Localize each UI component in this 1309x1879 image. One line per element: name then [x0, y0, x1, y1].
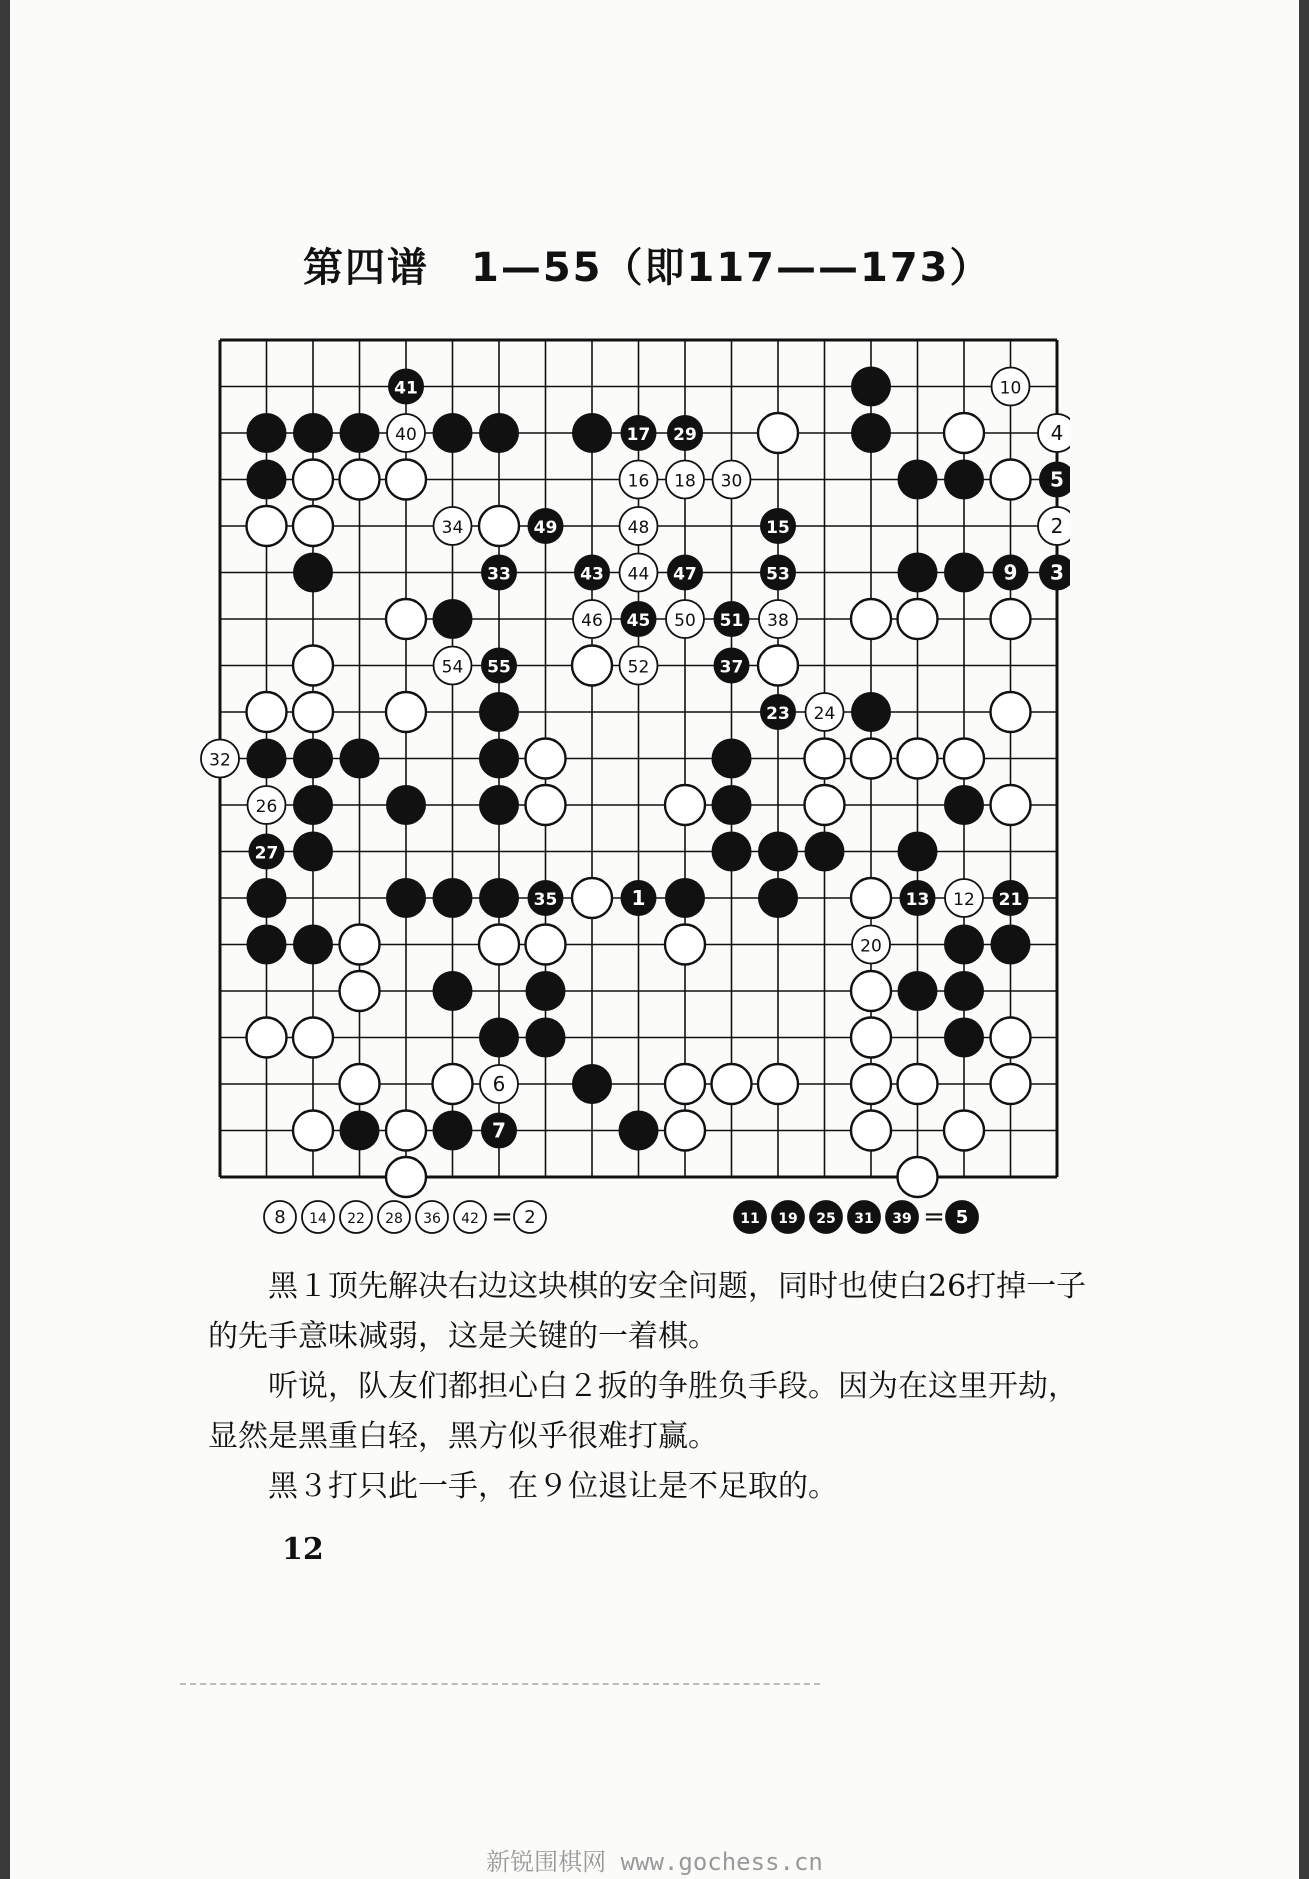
white-stone [665, 785, 705, 825]
black-stone [898, 832, 938, 872]
black-move-number: 7 [492, 1118, 506, 1143]
white-stone [479, 925, 519, 965]
black-stone [479, 1018, 519, 1058]
white-stone [851, 1111, 891, 1151]
white-stone [247, 1018, 287, 1058]
white-move-number: 48 [627, 518, 650, 538]
white-stone [898, 1157, 938, 1197]
black-stone [991, 925, 1031, 965]
white-stone [386, 599, 426, 639]
black-move-number: 3 [1050, 560, 1064, 585]
white-stone [386, 1111, 426, 1151]
black-stone [712, 832, 752, 872]
white-move-number: 50 [674, 611, 696, 631]
black-stone [851, 692, 891, 732]
white-move-number: 52 [627, 657, 650, 678]
black-stone [572, 413, 612, 453]
white-stone [991, 460, 1031, 500]
white-move-number: 34 [441, 518, 464, 538]
black-move-number: 13 [905, 890, 930, 910]
black-stone [851, 367, 891, 407]
white-move-number: 54 [441, 657, 464, 678]
white-stone [805, 739, 845, 779]
white-move-number: 38 [767, 611, 789, 631]
black-stone [293, 553, 333, 593]
ko-white-stone-label: 8 [274, 1207, 286, 1228]
black-move-number: 29 [673, 425, 697, 445]
white-stone [665, 1064, 705, 1104]
white-stone [247, 692, 287, 732]
white-move-number: 24 [813, 704, 836, 724]
white-stone [293, 1111, 333, 1151]
black-stone [526, 971, 566, 1011]
black-stone [479, 878, 519, 918]
black-stone [386, 785, 426, 825]
black-move-number: 49 [533, 518, 558, 538]
page-number: 12 [282, 1532, 324, 1567]
white-stone [386, 692, 426, 732]
white-stone [898, 739, 938, 779]
white-stone [851, 739, 891, 779]
ko-white-stone-label: 36 [423, 1211, 441, 1227]
ko-white-stone-label: 42 [461, 1211, 479, 1227]
white-stone [340, 460, 380, 500]
paragraph-2: 听说，队友们都担心白２扳的争胜负手段。因为在这里开劫，显然是黑重白轻，黑方似乎很难打赢。 [208, 1369, 1078, 1454]
white-stone [526, 785, 566, 825]
black-stone [293, 832, 333, 872]
black-stone [479, 413, 519, 453]
white-stone [386, 1157, 426, 1197]
go-board-diagram [200, 326, 1070, 1206]
white-stone [247, 506, 287, 546]
black-stone [433, 971, 473, 1011]
black-stone [898, 553, 938, 593]
white-stone [944, 739, 984, 779]
white-stone [293, 1018, 333, 1058]
black-stone [665, 878, 705, 918]
ko-equals-sign: = [923, 1202, 945, 1232]
black-stone [433, 599, 473, 639]
black-stone [247, 878, 287, 918]
black-move-number: 47 [673, 564, 697, 585]
ko-white-stone-label: 22 [347, 1211, 365, 1227]
black-move-number: 21 [998, 890, 1023, 910]
ko-white-stone-label: 14 [309, 1211, 327, 1227]
black-stone [851, 413, 891, 453]
white-stone [944, 1111, 984, 1151]
black-stone [898, 460, 938, 500]
black-stone [340, 413, 380, 453]
black-move-number: 45 [626, 611, 651, 631]
paragraph-3: 黑３打只此一手，在９位退让是不足取的。 [208, 1469, 838, 1504]
white-stone [991, 692, 1031, 732]
white-stone [851, 1064, 891, 1104]
black-stone [944, 925, 984, 965]
white-move-number: 18 [674, 471, 696, 492]
white-stone [665, 1111, 705, 1151]
white-stone [572, 646, 612, 686]
black-stone [433, 1111, 473, 1151]
white-stone [293, 506, 333, 546]
black-stone [293, 739, 333, 779]
white-stone [851, 599, 891, 639]
black-stone [247, 925, 287, 965]
black-stone [944, 785, 984, 825]
black-stone [944, 1018, 984, 1058]
white-move-number: 10 [999, 378, 1022, 399]
white-move-number: 16 [627, 471, 650, 492]
white-stone [991, 1064, 1031, 1104]
white-stone [758, 1064, 798, 1104]
black-move-number: 17 [626, 425, 651, 445]
white-stone [572, 878, 612, 918]
stones [201, 367, 1070, 1198]
black-move-number: 51 [719, 611, 744, 631]
white-stone [991, 599, 1031, 639]
black-stone [433, 878, 473, 918]
black-stone [247, 460, 287, 500]
scan-divider [180, 1683, 820, 1685]
black-stone [898, 971, 938, 1011]
black-stone [293, 925, 333, 965]
black-move-number: 33 [487, 564, 511, 585]
paragraph-1: 黑１顶先解决右边这块棋的安全问题，同时也使白26打掉一子的先手意味减弱，这是关键的一着棋。 [208, 1269, 1087, 1354]
black-stone [944, 460, 984, 500]
black-stone [712, 739, 752, 779]
white-stone [293, 460, 333, 500]
ko-equals-sign: = [491, 1202, 513, 1232]
white-stone [991, 785, 1031, 825]
ko-black-stone-label: 39 [892, 1211, 912, 1227]
black-stone [247, 413, 287, 453]
white-stone [293, 692, 333, 732]
black-stone [944, 553, 984, 593]
white-stone [758, 413, 798, 453]
black-stone [293, 785, 333, 825]
white-stone [712, 1064, 752, 1104]
black-stone [479, 692, 519, 732]
ko-black-stone-label: 19 [778, 1211, 798, 1227]
black-move-number: 27 [254, 843, 279, 864]
black-stone [479, 785, 519, 825]
black-stone [758, 832, 798, 872]
black-stone [340, 1111, 380, 1151]
white-move-number: 30 [720, 471, 743, 492]
black-stone [944, 971, 984, 1011]
ko-black-stone-label: 11 [740, 1211, 760, 1227]
black-stone [805, 832, 845, 872]
white-move-number: 46 [581, 611, 603, 631]
white-stone [758, 646, 798, 686]
black-stone [247, 739, 287, 779]
black-stone [293, 413, 333, 453]
ko-black-target-label: 5 [955, 1207, 969, 1228]
white-move-number: 44 [627, 564, 650, 585]
black-move-number: 55 [487, 657, 511, 678]
black-move-number: 43 [580, 564, 604, 585]
white-stone [526, 925, 566, 965]
white-stone [479, 506, 519, 546]
black-move-number: 5 [1050, 467, 1064, 492]
watermark-footer: 新锐围棋网 www.gochess.cn [486, 1848, 823, 1876]
ko-black-stone-label: 31 [854, 1211, 874, 1227]
ko-legend [250, 1197, 1050, 1237]
black-stone [526, 1018, 566, 1058]
black-stone [712, 785, 752, 825]
white-stone [898, 1064, 938, 1104]
black-stone [619, 1111, 659, 1151]
white-stone [340, 1064, 380, 1104]
black-move-number: 37 [719, 657, 744, 678]
white-stone [526, 739, 566, 779]
white-stone [340, 971, 380, 1011]
white-stone [805, 785, 845, 825]
white-stone [851, 878, 891, 918]
white-stone [386, 460, 426, 500]
white-stone [293, 646, 333, 686]
page-title: 第四谱 1—55（即117——173） [303, 245, 992, 291]
white-stone [851, 971, 891, 1011]
black-stone [340, 739, 380, 779]
white-stone [944, 413, 984, 453]
ko-white-target-label: 2 [524, 1207, 536, 1228]
white-stone [991, 1018, 1031, 1058]
black-move-number: 41 [394, 378, 418, 399]
white-stone [898, 599, 938, 639]
ko-black-stone-label: 25 [816, 1211, 836, 1227]
book-page [10, 0, 1299, 1879]
black-move-number: 23 [766, 704, 790, 724]
white-stone [433, 1064, 473, 1104]
black-stone [433, 413, 473, 453]
white-move-number: 20 [860, 936, 882, 957]
black-stone [758, 878, 798, 918]
black-stone [386, 878, 426, 918]
black-stone [479, 739, 519, 779]
black-move-number: 1 [631, 886, 646, 910]
black-stone [572, 1064, 612, 1104]
black-move-number: 15 [766, 518, 790, 538]
white-move-number: 4 [1050, 421, 1064, 445]
white-move-number: 6 [492, 1072, 506, 1096]
white-move-number: 26 [255, 797, 278, 817]
black-move-number: 53 [766, 564, 790, 585]
white-move-number: 2 [1050, 514, 1064, 538]
white-stone [665, 925, 705, 965]
black-move-number: 35 [533, 890, 558, 910]
white-move-number: 32 [209, 750, 231, 771]
white-stone [340, 925, 380, 965]
black-move-number: 9 [1003, 560, 1018, 585]
ko-white-stone-label: 28 [385, 1211, 403, 1227]
white-stone [851, 1018, 891, 1058]
white-move-number: 40 [395, 425, 417, 445]
white-move-number: 12 [953, 890, 975, 910]
